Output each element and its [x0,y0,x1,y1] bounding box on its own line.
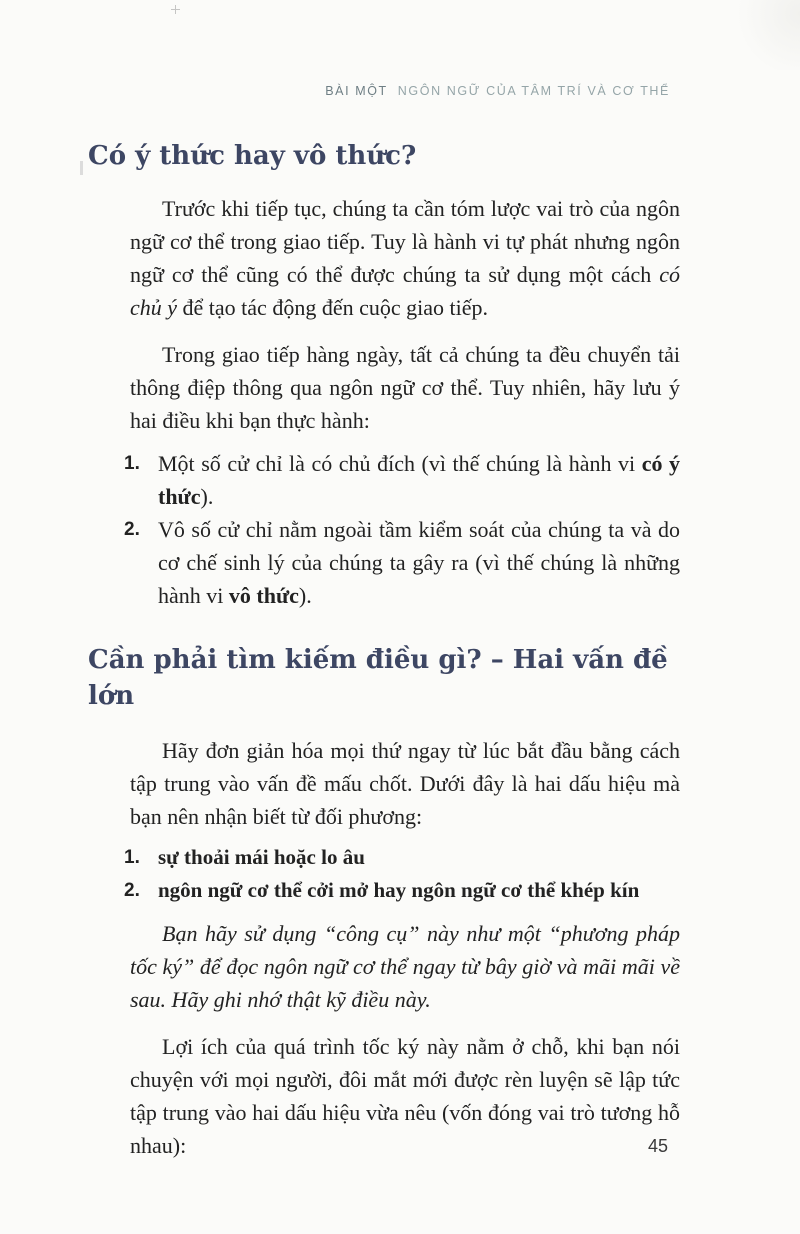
list-item [124,874,680,907]
section-heading-what-to-look-for: Cần phải tìm kiếm điều gì? – Hai vấn đề lớn [88,645,668,711]
list-item [124,841,680,874]
list-item-number: 2. [124,519,140,540]
section-heading-conscious: Có ý thức hay vô thức? [88,141,417,171]
list-item-text: ngôn ngữ cơ thể cởi mở hay ngôn ngữ cơ thể khép kín [158,878,640,902]
list-item-text: sự thoải mái hoặc lo âu [158,845,365,869]
list-item-text [158,447,680,513]
list-run: Một số cử chỉ là có chủ đích (vì thế chúng là hành vi [158,451,642,476]
paragraph-benefit: Lợi ích của quá trình tốc ký này nằm ở chỗ, khi bạn nói chuyện với mọi người, đôi mắt mới được rèn luyện sẽ lập tức tập trung vào hai dấu hiệu vừa nêu (vốn đóng vai trò tương hỗ nhau): [130,1034,680,1158]
list-run: Vô số cử chỉ nằm ngoài tầm kiểm soát của chúng ta và do cơ chế sinh lý của chúng ta gây ra (vì thế chúng là những hành vi [158,517,680,608]
paragraph-run: Trước khi tiếp tục, chúng ta cần tóm lược vai trò của ngôn ngữ cơ thể trong giao tiếp. Tuy là hành vi tự phát nhưng ngôn ngữ cơ thể cũng có thể được chúng ta sử dụng một cách [130,196,680,287]
list-run-bold: vô thức [228,583,299,608]
list-run: ). [200,484,214,509]
numbered-list-signals [124,841,680,907]
chapter-title: NGÔN NGỮ CỦA TÂM TRÍ VÀ CƠ THỂ [397,84,670,98]
paragraph-intro [130,192,680,324]
list-run: ). [298,583,312,608]
paragraph-run: để tạo tác động đến cuộc giao tiếp. [177,295,488,320]
list-item-number: 1. [124,453,140,474]
chapter-label: BÀI MỘT [325,84,388,98]
list-item-number: 1. [124,847,140,868]
paragraph-italic-note: Bạn hãy sử dụng “công cụ” này như một “phương pháp tốc ký” để đọc ngôn ngữ cơ thể ngay từ bây giờ và mãi mãi về sau. Hãy ghi nhớ thật kỹ điều này. [130,921,680,1012]
list-item [124,513,680,612]
page-number: 45 [647,1136,668,1156]
list-item [124,447,680,513]
paragraph-daily-communication: Trong giao tiếp hàng ngày, tất cả chúng ta đều chuyển tải thông điệp thông qua ngôn ngữ cơ thể. Tuy nhiên, hãy lưu ý hai điều khi bạn thực hành: [130,342,680,433]
list-item-number: 2. [124,880,140,901]
list-run-bold: có ý thức [158,451,681,509]
numbered-list-gestures [124,447,681,612]
list-item-text [158,513,680,612]
paragraph-run-italic: có chủ ý [130,262,680,320]
paragraph-simplify: Hãy đơn giản hóa mọi thứ ngay từ lúc bắt đầu bằng cách tập trung vào vấn đề mấu chốt. Dưới đây là hai dấu hiệu mà bạn nên nhận biết từ đối phương: [130,738,680,829]
